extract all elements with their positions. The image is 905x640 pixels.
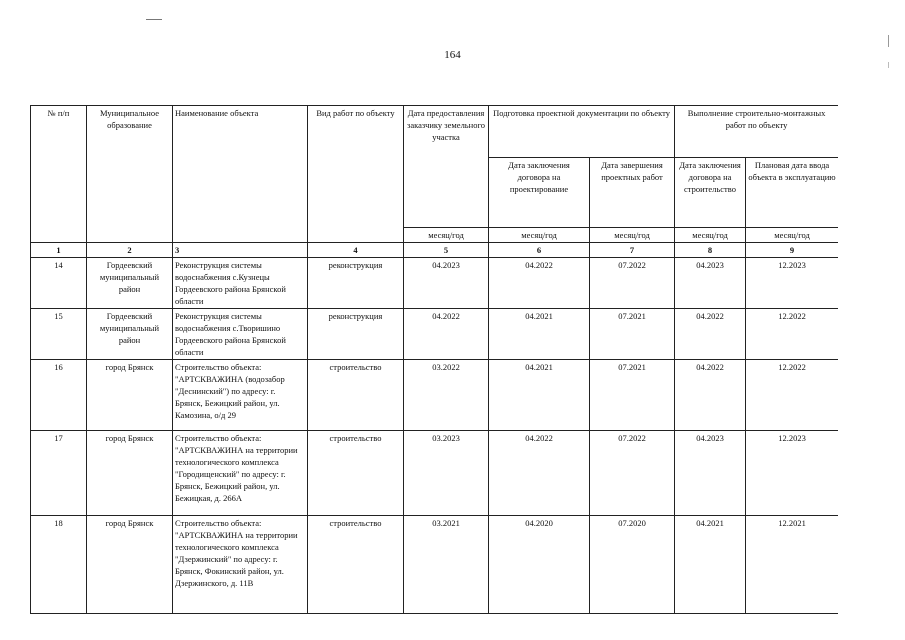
table-row xyxy=(31,360,839,431)
header-cell-land-date: Дата предоставления заказчику земельного участка xyxy=(404,106,489,228)
object-name-cell: Строительство объекта: "АРТСКВАЖИНА на территории технологического комплекса "Городищенский" по адресу: г. Брянск, Бежицкий район, ул. Бежицкая, д. 266А xyxy=(173,431,308,516)
build-contract-date-cell: 04.2023 xyxy=(675,431,746,516)
work-type-cell: строительство xyxy=(308,516,404,614)
column-number: 9 xyxy=(746,243,838,258)
commission-date-cell: 12.2022 xyxy=(746,309,838,360)
page-number: 164 xyxy=(444,49,461,61)
column-number: 5 xyxy=(404,243,489,258)
object-name-cell: Строительство объекта: "АРТСКВАЖИНА (водозабор "Деснинский") по адресу: г. Брянск, Бежицкий район, ул. Камозина, о/д 29 xyxy=(173,360,308,431)
header-group-build: Выполнение строительно-монтажных работ по объекту xyxy=(675,106,838,158)
build-contract-date-cell: 04.2021 xyxy=(675,516,746,614)
header-cell-commission: Плановая дата ввода объекта в эксплуатацию xyxy=(746,158,838,228)
build-contract-date-cell: 04.2022 xyxy=(675,309,746,360)
row-number: 15 xyxy=(31,309,87,360)
land-date-cell: 03.2021 xyxy=(404,516,489,614)
header-cell-design-end: Дата завершения проектных работ xyxy=(590,158,675,228)
scan-mark xyxy=(146,19,162,20)
column-number: 6 xyxy=(489,243,590,258)
municipality-cell: Гордеевский муниципальный район xyxy=(87,309,173,360)
header-cell-object: Наименование объекта xyxy=(173,106,308,243)
design-end-date-cell: 07.2022 xyxy=(590,431,675,516)
municipality-cell: город Брянск xyxy=(87,360,173,431)
unit-cell: месяц/год xyxy=(675,228,746,243)
header-cell-design-contract: Дата заключения договора на проектирование xyxy=(489,158,590,228)
design-end-date-cell: 07.2021 xyxy=(590,360,675,431)
design-contract-date-cell: 04.2021 xyxy=(489,309,590,360)
land-date-cell: 03.2023 xyxy=(404,431,489,516)
row-number: 14 xyxy=(31,258,87,309)
row-number: 17 xyxy=(31,431,87,516)
table-row xyxy=(31,431,839,516)
work-type-cell: реконструкция xyxy=(308,258,404,309)
land-date-cell: 03.2022 xyxy=(404,360,489,431)
scan-mark xyxy=(888,35,889,47)
design-contract-date-cell: 04.2022 xyxy=(489,431,590,516)
column-number: 4 xyxy=(308,243,404,258)
municipality-cell: Гордеевский муниципальный район xyxy=(87,258,173,309)
row-number: 18 xyxy=(31,516,87,614)
object-name-cell: Строительство объекта: "АРТСКВАЖИНА на территории технологического комплекса "Дзержинский" по адресу: г. Брянск, Фокинский район, ул. Дзержинского, д. 11В xyxy=(173,516,308,614)
table-row xyxy=(31,258,839,309)
design-contract-date-cell: 04.2020 xyxy=(489,516,590,614)
column-number: 3 xyxy=(173,243,308,258)
object-name-cell: Реконструкция системы водоснабжения с.Творишино Гордеевского района Брянской области xyxy=(173,309,308,360)
table-row xyxy=(31,309,839,360)
work-type-cell: строительство xyxy=(308,431,404,516)
build-contract-date-cell: 04.2022 xyxy=(675,360,746,431)
commission-date-cell: 12.2021 xyxy=(746,516,838,614)
commission-date-cell: 12.2022 xyxy=(746,360,838,431)
unit-cell: месяц/год xyxy=(746,228,838,243)
object-name-cell: Реконструкция системы водоснабжения с.Кузнецы Гордеевского района Брянской области xyxy=(173,258,308,309)
unit-cell: месяц/год xyxy=(489,228,590,243)
scan-mark xyxy=(888,62,889,68)
header-row xyxy=(31,106,839,158)
document-table-wrapper xyxy=(30,105,838,640)
municipality-cell: город Брянск xyxy=(87,516,173,614)
work-type-cell: реконструкция xyxy=(308,309,404,360)
commission-date-cell: 12.2023 xyxy=(746,258,838,309)
land-date-cell: 04.2023 xyxy=(404,258,489,309)
table-row xyxy=(31,516,839,614)
design-contract-date-cell: 04.2022 xyxy=(489,258,590,309)
unit-cell: месяц/год xyxy=(590,228,675,243)
column-number-row xyxy=(31,243,839,258)
column-number: 2 xyxy=(87,243,173,258)
column-number: 7 xyxy=(590,243,675,258)
build-contract-date-cell: 04.2023 xyxy=(675,258,746,309)
header-cell-number: № п/п xyxy=(31,106,87,243)
design-end-date-cell: 07.2020 xyxy=(590,516,675,614)
commission-date-cell: 12.2023 xyxy=(746,431,838,516)
design-contract-date-cell: 04.2021 xyxy=(489,360,590,431)
design-end-date-cell: 07.2022 xyxy=(590,258,675,309)
column-number: 1 xyxy=(31,243,87,258)
row-number: 16 xyxy=(31,360,87,431)
header-cell-build-contract: Дата заключения договора на строительство xyxy=(675,158,746,228)
table-body xyxy=(31,106,839,614)
design-end-date-cell: 07.2021 xyxy=(590,309,675,360)
header-cell-municipality: Муниципальное образование xyxy=(87,106,173,243)
header-group-design: Подготовка проектной документации по объекту xyxy=(489,106,675,158)
work-type-cell: строительство xyxy=(308,360,404,431)
unit-cell: месяц/год xyxy=(404,228,489,243)
header-cell-work-type: Вид работ по объекту xyxy=(308,106,404,243)
land-date-cell: 04.2022 xyxy=(404,309,489,360)
municipality-cell: город Брянск xyxy=(87,431,173,516)
column-number: 8 xyxy=(675,243,746,258)
document-table xyxy=(30,105,838,614)
